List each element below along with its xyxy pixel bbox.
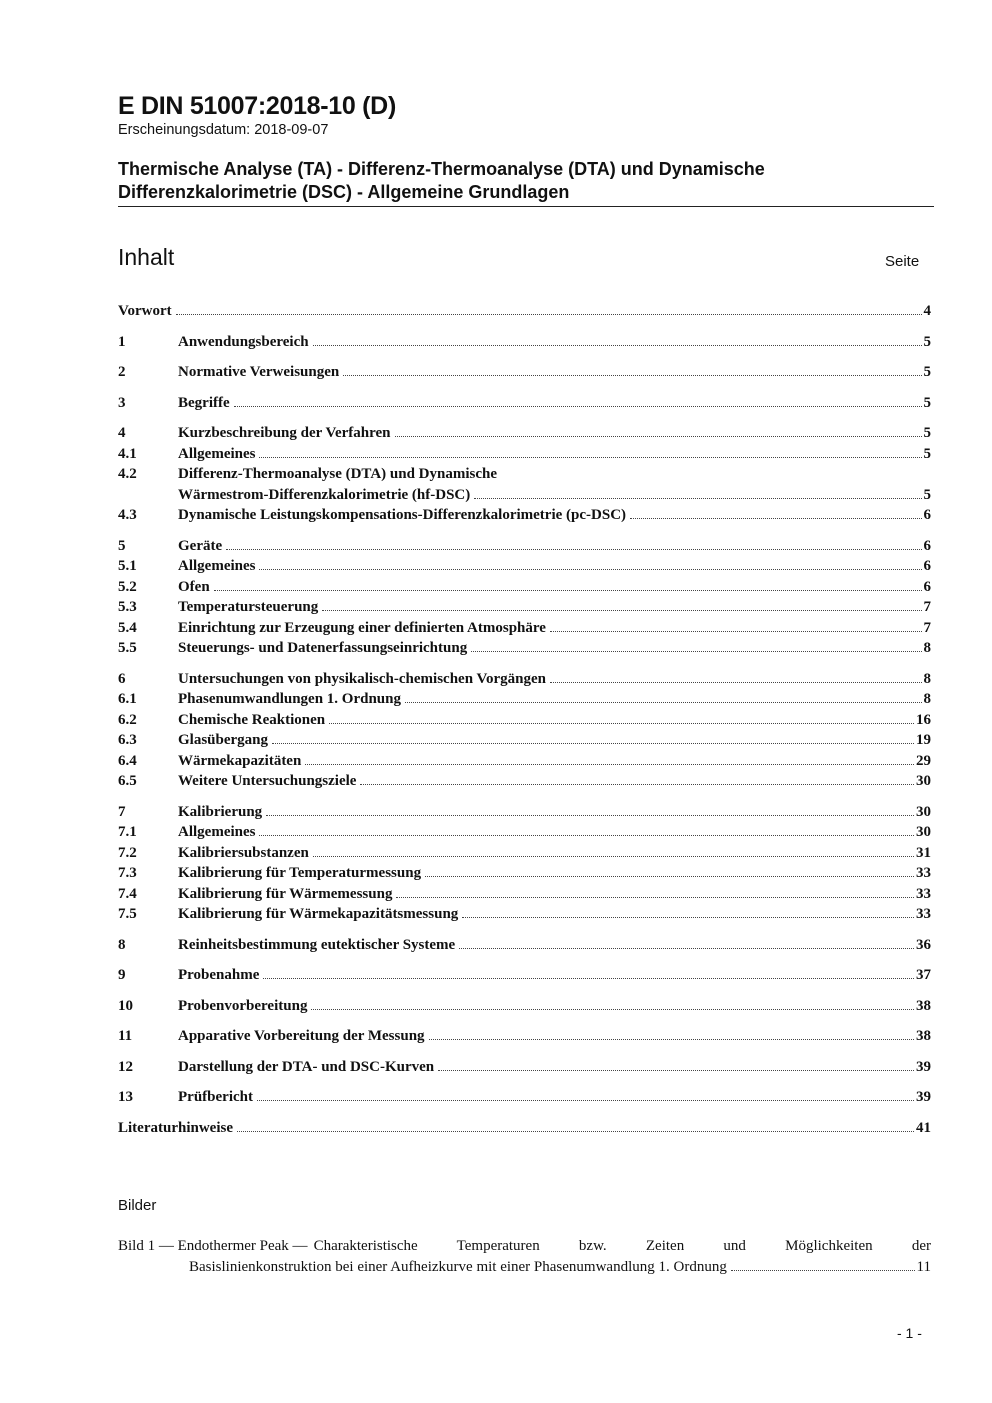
publication-date: Erscheinungsdatum: 2018-09-07 [118,122,329,138]
toc-entry-page: 16 [916,711,931,728]
toc-entry-number: 5.4 [118,619,137,636]
dot-leader [731,1270,915,1271]
toc-entry-number: 7.1 [118,824,137,840]
toc-entry[interactable] [118,505,931,526]
toc-entry-title: Begriffe [178,394,230,411]
toc-entry-title: Darstellung der DTA- und DSC-Kurven [178,1058,435,1075]
toc-entry[interactable] [118,536,931,557]
toc-entry-page: 31 [916,844,931,861]
toc-entry-page: 38 [916,997,931,1014]
dot-leader [438,1070,914,1071]
toc-entry-number: 6.5 [118,773,137,789]
figures-heading: Bilder [118,1197,157,1214]
toc-entry-page: 5 [923,394,931,411]
dot-leader [305,764,914,765]
toc-entry[interactable] [118,618,931,639]
document-id: E DIN 51007:2018-10 (D) [118,92,396,120]
toc-entry-number: 4 [118,425,126,441]
toc-entry-number: 7 [118,803,126,820]
toc-entry[interactable] [118,577,931,598]
dot-leader [234,406,922,407]
toc-entry-title: Apparative Vorbereitung der Messung [178,1028,425,1044]
toc-entry-page: 6 [923,578,931,595]
toc-entry-page: 39 [916,1089,931,1105]
toc-entry-number: 5.3 [118,599,137,615]
toc-entry[interactable] [118,935,931,956]
dot-leader [360,784,914,785]
page-number: - 1 - [897,1325,922,1341]
toc-entry-title: Allgemeines [178,558,256,574]
toc-entry-number: 4.1 [118,445,137,462]
toc-entry[interactable] [118,1087,931,1108]
toc-entry-title: Kalibrierung [178,803,263,820]
toc-entry-page: 5 [923,445,931,462]
toc-entry[interactable] [118,423,931,444]
figure-caption-line-1: Charakteristische Temperaturen bzw. Zeiten und Möglichkeiten der [313,1238,931,1254]
toc-entry[interactable] [118,332,931,353]
toc-entry[interactable] [118,730,931,751]
toc-entry[interactable] [118,965,931,986]
toc-entry-page: 6 [923,558,931,574]
toc-entry-number: 2 [118,364,126,380]
dot-leader [257,1100,914,1101]
dot-leader [259,457,921,458]
toc-entry-page: 8 [923,640,931,656]
dot-leader [474,498,921,499]
title-line-1: Thermische Analyse (TA) - Differenz-Thermoanalyse (DTA) und Dynamische [118,159,765,179]
dot-leader [405,702,922,703]
toc-entry-title: Ofen [178,578,210,595]
toc-entry-title: Reinheitsbestimmung eutektischer Systeme [178,936,456,953]
toc-entry-number: 5.2 [118,578,137,595]
toc-entry-page: 5 [923,425,931,441]
toc-entry-number: 13 [118,1089,133,1105]
toc-entry-page: 5 [923,364,931,380]
toc-entry-page: 8 [923,670,931,687]
dot-leader [272,743,914,744]
toc-entry-number: 4.2 [118,466,137,482]
dot-leader [630,518,921,519]
toc-entry-title: Kurzbeschreibung der Verfahren [178,425,391,441]
dot-leader [313,856,914,857]
toc-entry[interactable] [118,464,931,485]
toc-entry[interactable] [118,884,931,905]
toc-entry-number: 6.4 [118,752,137,769]
dot-leader [259,835,914,836]
toc-entry-title: Probenvorbereitung [178,997,308,1014]
toc-entry-number: 8 [118,936,126,953]
toc-entry-title: Phasenumwandlungen 1. Ordnung [178,691,401,707]
toc-entry-title: Temperatursteuerung [178,599,319,615]
toc-entry-page: 19 [916,732,931,748]
toc-entry-page: 6 [923,537,931,554]
toc-entry-number: 7.2 [118,844,137,861]
toc-entry-title: Kalibrierung für Temperaturmessung [178,865,422,881]
dot-leader [396,897,914,898]
toc-entry-page: 37 [916,967,931,983]
toc-entry-number: 7.5 [118,906,137,922]
document-title [118,158,918,204]
toc-entry-number: 12 [118,1058,133,1075]
toc-entry-page: 30 [916,803,931,820]
toc-entry[interactable] [118,904,931,925]
dot-leader [395,436,922,437]
toc-entry-number: 11 [118,1028,133,1044]
toc-entry[interactable] [118,843,931,864]
toc-entry-number: 6.2 [118,711,137,728]
dot-leader [429,1039,914,1040]
toc-entry[interactable] [118,1118,931,1139]
dot-leader [226,549,921,550]
toc-entry-number: 10 [118,997,133,1014]
toc-entry-number: 1 [118,333,126,350]
toc-entry[interactable] [118,1026,931,1047]
figure-label: Bild 1 — Endothermer Peak — [118,1238,308,1254]
toc-entry-page: 41 [916,1119,931,1136]
toc-entry-title: Prüfbericht [178,1089,253,1105]
toc-entry-title: Kalibrierung für Wärmemessung [178,885,393,902]
toc-entry-title: Chemische Reaktionen [178,711,326,728]
toc-entry[interactable] [118,485,931,506]
toc-entry-number: 6.1 [118,691,137,707]
toc-entry-title: Allgemeines [178,824,256,840]
dot-leader [425,876,914,877]
dot-leader [462,917,914,918]
toc-entry[interactable] [118,863,931,884]
toc-entry[interactable] [118,822,931,843]
toc-entry[interactable] [118,556,931,577]
toc-entry-page: 36 [916,936,931,953]
toc-entry[interactable] [118,597,931,618]
toc-entry[interactable] [118,689,931,710]
toc-entry-title: Probenahme [178,967,260,983]
toc-entry-number: 5 [118,537,126,554]
toc-entry-number: 4.3 [118,507,137,523]
dot-leader [259,569,921,570]
dot-leader [322,610,921,611]
toc-entry-page: 7 [923,619,931,636]
toc-entry-title: Dynamische Leistungskompensations-Differenzkalorimetrie (pc-DSC) [178,507,627,523]
title-line-2: Differenzkalorimetrie (DSC) - Allgemeine Grundlagen [118,182,570,202]
toc-entry-title: Kalibriersubstanzen [178,844,309,861]
toc-entry-title: Kalibrierung für Wärmekapazitätsmessung [178,906,459,922]
toc-entry-title: Differenz-Thermoanalyse (DTA) und Dynamische [178,466,498,482]
toc-entry-title: Untersuchungen von physikalisch-chemischen Vorgängen [178,670,546,687]
dot-leader [313,345,922,346]
toc-entry-page: 8 [923,691,931,707]
dot-leader [471,651,921,652]
toc-entry-number: 5.1 [118,558,137,574]
toc-entry[interactable] [118,444,931,465]
toc-entry[interactable] [118,996,931,1017]
toc-entry-title: Vorwort [118,303,172,319]
figure-list-item[interactable] [118,1236,931,1278]
toc-heading: Inhalt [118,244,175,270]
toc-entry-title: Glasübergang [178,732,269,748]
toc-entry-page: 39 [916,1058,931,1075]
dot-leader [550,682,922,683]
dot-leader [214,590,922,591]
table-of-contents [118,301,931,1138]
dot-leader [311,1009,914,1010]
toc-entry[interactable] [118,669,931,690]
toc-entry-page: 33 [916,885,931,902]
toc-entry[interactable] [118,1057,931,1078]
dot-leader [266,815,914,816]
toc-entry-page: 4 [923,303,931,319]
dot-leader [550,631,922,632]
toc-entry-number: 3 [118,394,126,411]
title-divider [118,206,934,207]
toc-entry-page: 30 [916,824,931,840]
toc-entry-number: 9 [118,967,126,983]
toc-entry-title: Anwendungsbereich [178,333,309,350]
figure-caption-line-2: Basislinienkonstruktion bei einer Aufheizkurve mit einer Phasenumwandlung 1. Ordnung [189,1259,727,1275]
dot-leader [237,1131,914,1132]
toc-entry[interactable] [118,751,931,772]
toc-page-column-label: Seite [885,253,920,270]
toc-entry-number: 6.3 [118,732,137,748]
toc-entry-title: Literaturhinweise [118,1119,233,1136]
toc-entry-title: Allgemeines [178,445,256,462]
toc-entry-page: 6 [923,507,931,523]
toc-entry-title: Weitere Untersuchungsziele [178,773,357,789]
toc-entry-title: Wärmestrom-Differenzkalorimetrie (hf-DSC) [178,486,471,503]
dot-leader [343,375,921,376]
toc-entry-title: Einrichtung zur Erzeugung einer definierten Atmosphäre [178,619,546,636]
toc-entry-number: 6 [118,670,126,687]
toc-entry-page: 38 [916,1028,931,1044]
toc-entry-page: 33 [916,865,931,881]
toc-entry-page: 7 [923,599,931,615]
toc-entry[interactable] [118,301,931,322]
toc-entry[interactable] [118,638,931,659]
toc-entry[interactable] [118,393,931,414]
toc-entry-page: 33 [916,906,931,922]
toc-entry[interactable] [118,362,931,383]
toc-entry-number: 7.3 [118,865,137,881]
toc-entry-title: Steuerungs- und Datenerfassungseinrichtung [178,640,468,656]
dot-leader [329,723,914,724]
dot-leader [263,978,914,979]
figure-page-number: 11 [916,1259,931,1275]
toc-entry-number: 5.5 [118,640,137,656]
toc-entry-page: 30 [916,773,931,789]
toc-entry[interactable] [118,802,931,823]
dot-leader [176,314,922,315]
toc-entry[interactable] [118,710,931,731]
toc-entry[interactable] [118,771,931,792]
dot-leader [459,948,914,949]
toc-entry-title: Geräte [178,537,223,554]
toc-entry-number: 7.4 [118,885,137,902]
toc-entry-title: Wärmekapazitäten [178,752,302,769]
toc-entry-title: Normative Verweisungen [178,364,340,380]
toc-entry-page: 5 [923,486,931,503]
toc-entry-page: 5 [923,333,931,350]
toc-entry-page: 29 [916,752,931,769]
